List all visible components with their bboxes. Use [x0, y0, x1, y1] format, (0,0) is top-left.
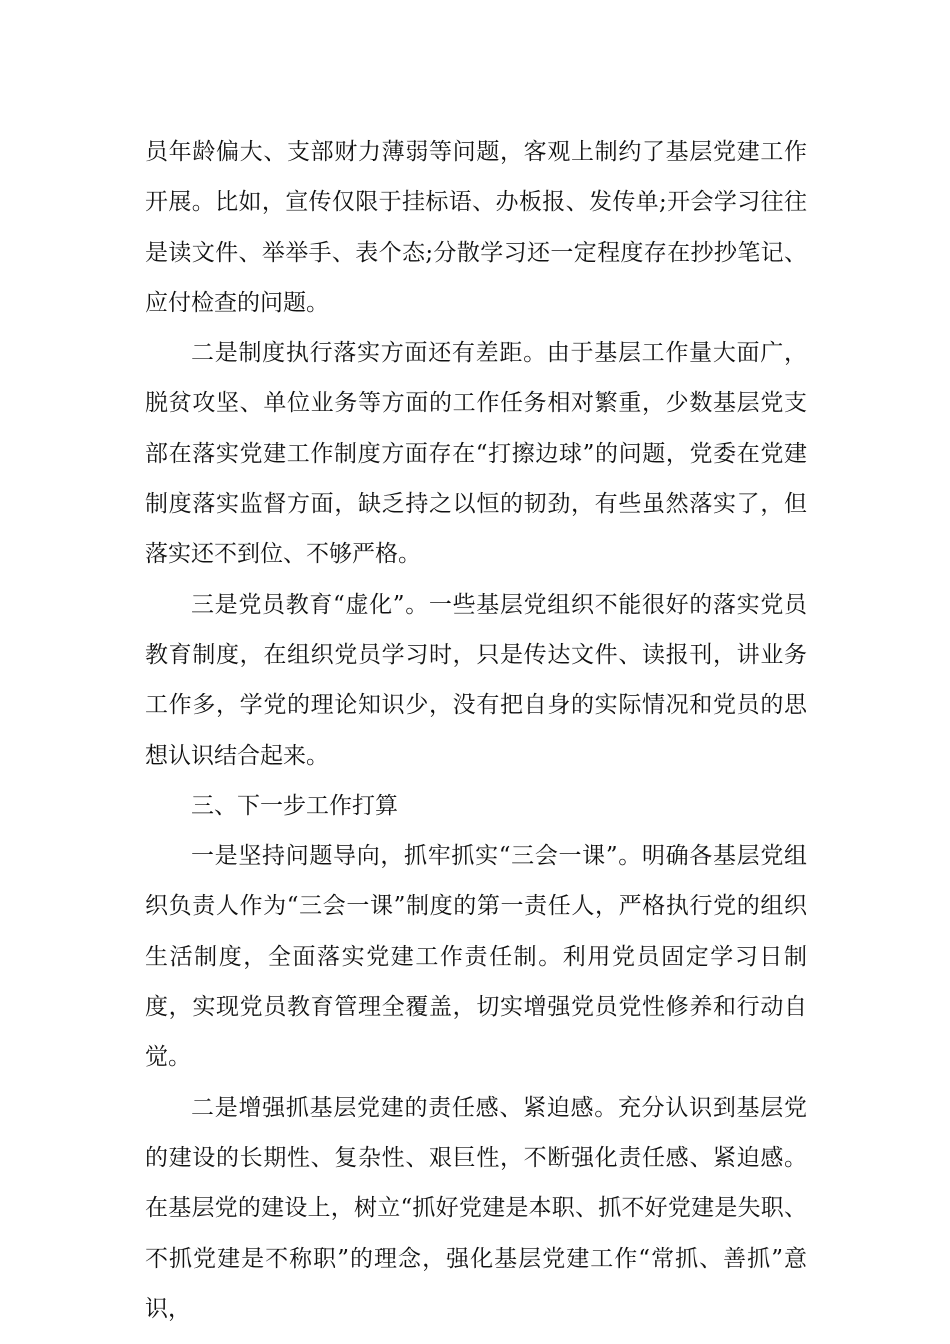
paragraph-problem-3: 三是党员教育“虚化”。一些基层党组织不能很好的落实党员教育制度，在组织党员学习时，只是传达文件、读报刊，讲业务工作多，学党的理论知识少，没有把自身的实际情况和党员的思想认识结合起来。 [145, 591, 807, 769]
paragraph-plan-2: 二是增强抓基层党建的责任感、紧迫感。充分认识到基层党的建设的长期性、复杂性、艰巨性，不断强化责任感、紧迫感。在基层党的建设上，树立“抓好党建是本职、抓不好党建是失职、不抓党建是不称职”的理念，强化基层党建工作“常抓、善抓”意识， [145, 1094, 807, 1322]
section-heading: 三、下一步工作打算 [191, 792, 398, 819]
paragraph-plan-1: 一是坚持问题导向，抓牢抓实“三会一课”。明确各基层党组织负责人作为“三会一课”制度的第一责任人，严格执行党的组织生活制度，全面落实党建工作责任制。利用党员固定学习日制度，实现党员教育管理全覆盖，切实增强党员党性修养和行动自觉。 [145, 843, 807, 1071]
document-body [145, 127, 807, 1334]
paragraph-continuation: 员年龄偏大、支部财力薄弱等问题，客观上制约了基层党建工作开展。比如，宣传仅限于挂标语、办板报、发传单;开会学习往往是读文件、举举手、表个态;分散学习还一定程度存在抄抄笔记、应付检查的问题。 [145, 139, 807, 316]
paragraph-problem-2: 二是制度执行落实方面还有差距。由于基层工作量大面广，脱贫攻坚、单位业务等方面的工作任务相对繁重，少数基层党支部在落实党建工作制度方面存在“打擦边球”的问题，党委在党建制度落实监督方面，缺乏持之以恒的韧劲，有些虽然落实了，但落实还不到位、不够严格。 [145, 340, 807, 568]
